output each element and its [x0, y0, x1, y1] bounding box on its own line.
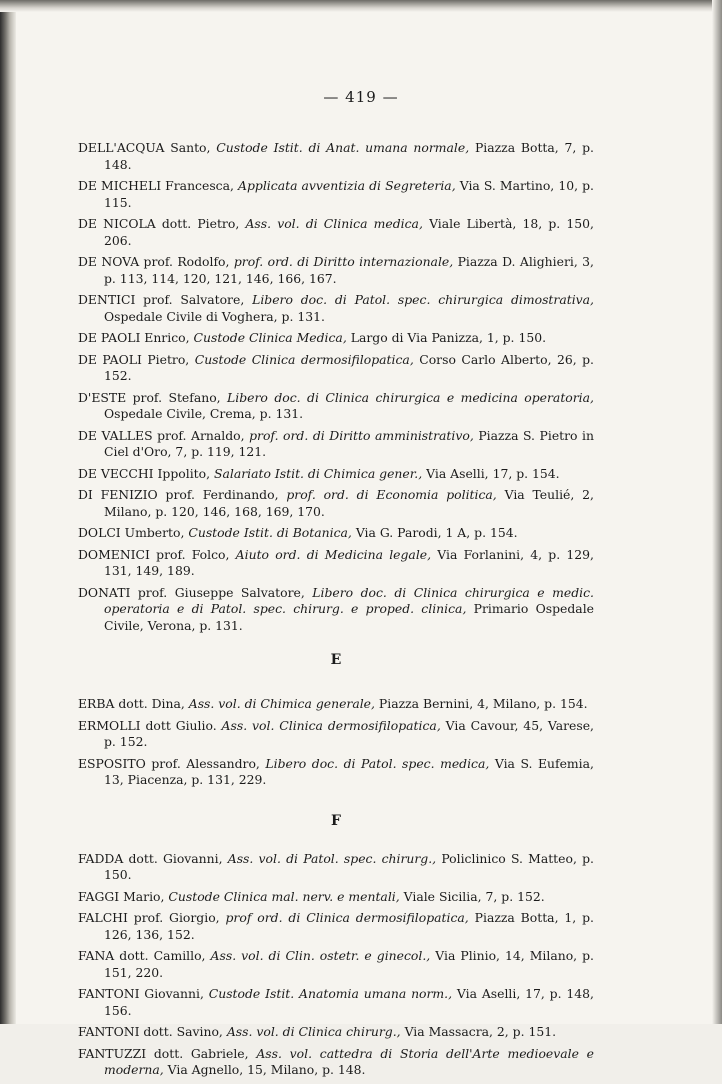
entry-address-pages: Piazza D. Alighieri, 3, p. 113, 114, 120, 121, 146, 166, 167. [104, 254, 594, 286]
page-number: — 419 — [323, 88, 399, 106]
entry-address-pages: Viale Sicilia, 7, p. 152. [403, 888, 545, 904]
entry-address-pages: Via Aselli, 17, p. 154. [426, 465, 560, 481]
directory-entry [78, 756, 594, 789]
page-top-edge [0, 0, 722, 12]
directory-entry [78, 525, 594, 542]
entry-role: prof. ord. di Economia politica, [286, 487, 497, 502]
entry-name: FALCHI prof. Giorgio, [78, 910, 220, 925]
entry-role: Custode Clinica mal. nerv. e mentali, [168, 888, 400, 904]
entry-name: FADDA dott. Giovanni, [78, 850, 223, 866]
entry-role: Ass. vol. cattedra di Storia dell'Arte medioevale e moderna, [104, 1045, 594, 1077]
entry-address-pages: Via Cavour, 45, Varese, p. 152. [104, 717, 594, 749]
directory-entry [78, 1046, 594, 1079]
directory-entry [78, 254, 594, 287]
entry-address-pages: Via Massacra, 2, p. 151. [404, 1024, 557, 1039]
entry-role: Ass. vol. di Clin. ostetr. e ginecol., [210, 948, 431, 963]
page-binding-shadow [0, 0, 16, 1024]
entry-name: FANTONI dott. Savino, [78, 1024, 223, 1039]
entry-role: Ass. vol. di Patol. spec. chirurg., [227, 850, 437, 866]
directory-entry [78, 986, 594, 1019]
entry-role: Applicata avventizia di Segreteria, [238, 178, 456, 193]
directory-entry [78, 547, 594, 580]
entry-name: DE NICOLA dott. Pietro, [78, 216, 240, 231]
entry-address-pages: Via G. Parodi, 1 A, p. 154. [355, 525, 518, 540]
entry-name: DOMENICI prof. Folco, [78, 546, 230, 562]
directory-entry [78, 1024, 594, 1041]
entry-role: Custode Clinica Medica, [193, 330, 347, 345]
entry-address-pages: Policlinico S. Matteo, p. 150. [104, 850, 594, 882]
entry-role: Salariato Istit. di Chimica gener., [214, 465, 423, 481]
entry-name: FANA dott. Camillo, [78, 948, 206, 963]
entry-role: Ass. vol. di Clinica medica, [245, 216, 423, 231]
entry-role: Ass. vol. di Clinica chirurg., [226, 1024, 401, 1039]
entry-address-pages: Via S. Martino, 10, p. 115. [104, 178, 594, 210]
entry-role: Custode Istit. Anatomia umana norm., [208, 986, 453, 1001]
section-letter-f: F [331, 812, 341, 829]
section-letter-e: E [330, 652, 342, 668]
directory-entry [78, 292, 594, 325]
directory-entry [78, 718, 594, 751]
entry-name: DE NOVA prof. Rodolfo, [78, 254, 230, 269]
entry-name: FANTUZZI dott. Gabriele, [78, 1045, 249, 1061]
entry-role: Custode Istit. di Botanica, [188, 525, 352, 540]
entry-address-pages: Viale Libertà, 18, p. 150, 206. [104, 216, 594, 248]
entry-role: prof. ord. di Diritto internazionale, [233, 254, 454, 269]
entry-address-pages: Piazza S. Pietro in Ciel d'Oro, 7, p. 119, 121. [104, 427, 594, 459]
entry-address-pages: Via Agnello, 15, Milano, p. 148. [167, 1062, 366, 1077]
entry-name: DE VECCHI Ippolito, [78, 465, 211, 481]
directory-entry [78, 216, 594, 249]
entry-address-pages: Via Forlanini, 4, p. 129, 131, 149, 189. [104, 546, 594, 578]
entry-role: prof. ord. di Diritto amministrativo, [249, 427, 474, 443]
directory-entry [78, 851, 594, 884]
entry-name: DONATI prof. Giuseppe Salvatore, [78, 584, 305, 600]
entry-address-pages: Via S. Eufemia, 13, Piacenza, p. 131, 229. [104, 755, 594, 787]
entry-name: DE MICHELI Francesca, [78, 178, 234, 193]
directory-entry [78, 585, 594, 635]
entry-role: Custode Clinica dermosifilopatica, [194, 351, 414, 367]
entry-role: Libero doc. di Patol. spec. medica, [265, 755, 490, 771]
entry-name: DOLCI Umberto, [78, 525, 185, 540]
entry-role: Libero doc. di Clinica chirurgica e medic. operatoria e di Patol. spec. chirurg. e proped. clinica, [104, 584, 594, 616]
entry-role: Ass. vol. di Chimica generale, [188, 696, 375, 711]
directory-entry [78, 352, 594, 385]
entry-name: ERBA dott. Dina, [78, 696, 185, 711]
entry-address-pages: Ospedale Civile di Voghera, p. 131. [104, 308, 325, 324]
entry-name: D'ESTE prof. Stefano, [78, 389, 221, 405]
entry-role: Custode Istit. di Anat. umana normale, [216, 140, 470, 155]
directory-entry [78, 910, 594, 943]
directory-entry [78, 390, 594, 423]
entry-address-pages: Ospedale Civile, Crema, p. 131. [104, 406, 304, 421]
entry-address-pages: Piazza Botta, 1, p. 126, 136, 152. [104, 910, 594, 942]
entry-role: prof ord. di Clinica dermosifilopatica, [225, 910, 469, 925]
entry-role: Aiuto ord. di Medicina legale, [235, 546, 432, 562]
directory-entry [78, 140, 594, 173]
entry-name: ESPOSITO prof. Alessandro, [78, 755, 260, 771]
directory-entry [78, 696, 594, 713]
entry-address-pages: Piazza Bernini, 4, Milano, p. 154. [378, 696, 588, 711]
page-right-edge [712, 0, 722, 1024]
entry-address-pages: Primario Ospedale Civile, Verona, p. 131. [104, 601, 594, 633]
entry-address-pages: Via Teulié, 2, Milano, p. 120, 146, 168, 169, 170. [104, 487, 594, 519]
entry-name: DELL'ACQUA Santo, [78, 140, 211, 155]
entry-name: DI FENIZIO prof. Ferdinando, [78, 487, 279, 502]
directory-entry [78, 466, 594, 483]
directory-entry [78, 487, 594, 520]
entry-name: FAGGI Mario, [78, 888, 165, 904]
entry-name: DENTICI prof. Salvatore, [78, 292, 245, 307]
directory-entry [78, 330, 594, 347]
entry-name: DE PAOLI Pietro, [78, 351, 190, 367]
entry-name: DE PAOLI Enrico, [78, 330, 190, 345]
entry-name: DE VALLES prof. Arnaldo, [78, 427, 245, 443]
directory-entry [78, 178, 594, 211]
entry-role: Libero doc. di Clinica chirurgica e medicina operatoria, [227, 389, 594, 405]
entry-address-pages: Largo di Via Panizza, 1, p. 150. [350, 330, 547, 345]
entry-address-pages: Piazza Botta, 7, p. 148. [104, 140, 594, 172]
directory-entry [78, 948, 594, 981]
entry-role: Libero doc. di Patol. spec. chirurgica dimostrativa, [252, 292, 594, 307]
entry-name: ERMOLLI dott Giulio. [78, 717, 217, 733]
entry-role: Ass. vol. Clinica dermosifilopatica, [221, 717, 441, 733]
entry-name: FANTONI Giovanni, [78, 986, 204, 1001]
directory-entry [78, 428, 594, 461]
directory-entry [78, 889, 594, 906]
entry-address-pages: Via Plinio, 14, Milano, p. 151, 220. [104, 948, 594, 980]
entry-address-pages: Corso Carlo Alberto, 26, p. 152. [104, 351, 594, 383]
directory-listing [78, 140, 594, 1084]
entry-address-pages: Via Aselli, 17, p. 148, 156. [104, 986, 594, 1018]
